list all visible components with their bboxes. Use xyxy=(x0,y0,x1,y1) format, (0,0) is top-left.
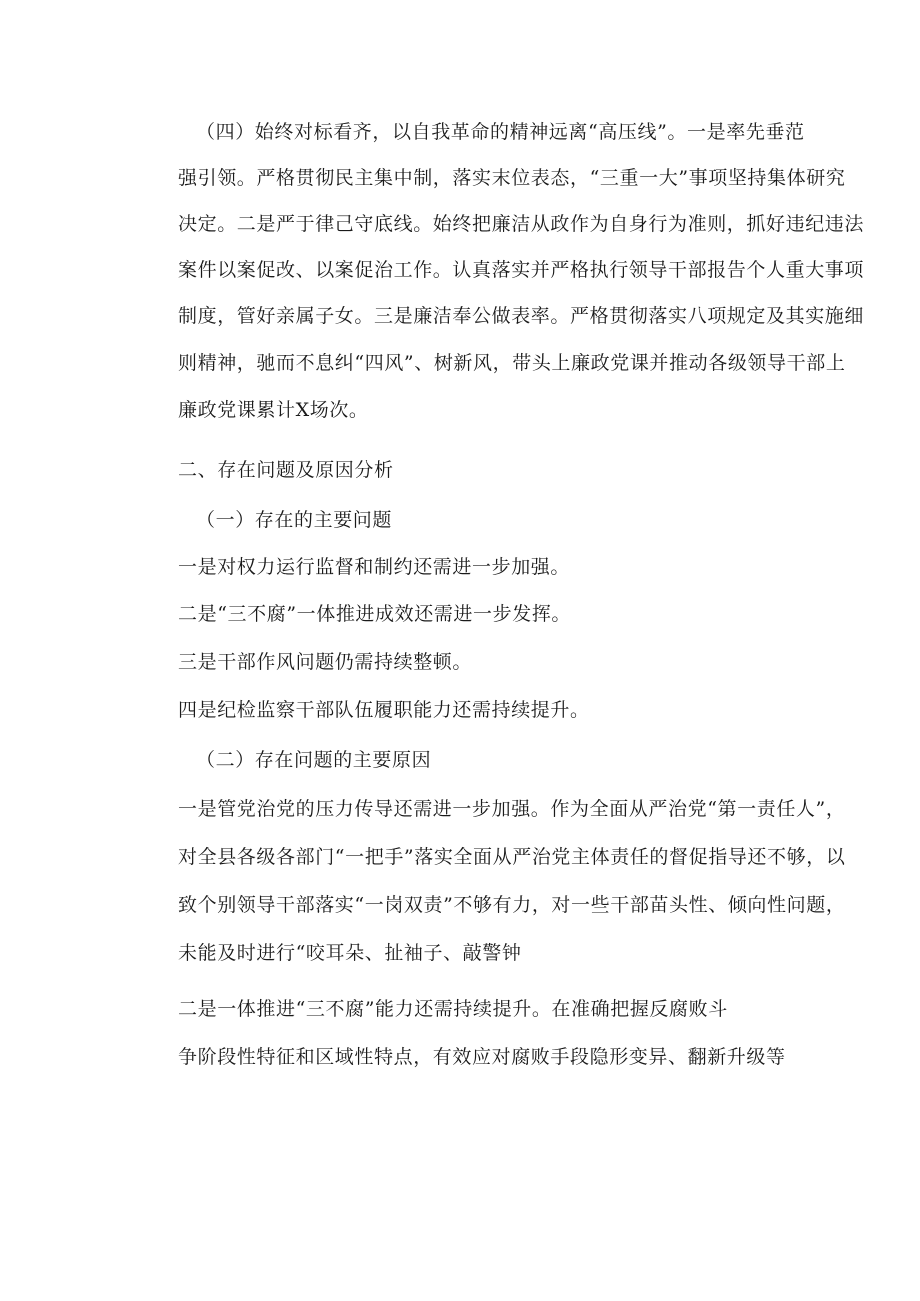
reason-one-line-3: 致个别领导干部落实“一岗双责”不够有力，对一些干部苗头性、倾向性问题， xyxy=(178,894,846,916)
reason-one-line-1: 一是管党治党的压力传导还需进一步加强。作为全面从严治党“第一责任人”， xyxy=(178,798,846,820)
section-four-line-2: 强引领。严格贯彻民主集中制，落实末位表态，“三重一大”事项坚持集体研究 xyxy=(178,167,846,189)
problem-item-1: 一是对权力运行监督和制约还需进一步加强。 xyxy=(178,556,571,578)
reason-two-line-2: 争阶段性特征和区域性特点，有效应对腐败手段隐形变异、翻新升级等 xyxy=(178,1046,786,1068)
section-four-line-3: 决定。二是严于律己守底线。始终把廉洁从政作为自身行为准则，抓好违纪违法 xyxy=(178,213,865,235)
reason-one-line-4: 未能及时进行“咬耳朵、扯袖子、敲警钟 xyxy=(178,942,522,964)
problem-item-4: 四是纪检监察干部队伍履职能力还需持续提升。 xyxy=(178,699,590,721)
section-four-line-1: （四）始终对标看齐，以自我革命的精神远离“高压线”。一是率先垂范 xyxy=(196,121,805,143)
section-four-line-7: 廉政党课累计X场次。 xyxy=(178,399,369,421)
heading-two: 二、存在问题及原因分析 xyxy=(178,459,394,481)
subheading-two: （二）存在问题的主要原因 xyxy=(196,749,432,771)
section-four-line-6: 则精神，驰而不息纠“四风”、树新风，带头上廉政党课并推动各级领导干部上 xyxy=(178,352,846,374)
section-four-line-4: 案件以案促改、以案促治工作。认真落实并严格执行领导干部报告个人重大事项 xyxy=(178,259,865,281)
problem-item-2: 二是“三不腐”一体推进成效还需进一步发挥。 xyxy=(178,603,572,625)
section-four-line-5: 制度，管好亲属子女。三是廉洁奉公做表率。严格贯彻落实八项规定及其实施细 xyxy=(178,305,865,327)
reason-two-line-1: 二是一体推进“三不腐”能力还需持续提升。在准确把握反腐败斗 xyxy=(178,998,728,1020)
problem-item-3: 三是干部作风问题仍需持续整顿。 xyxy=(178,651,473,673)
subheading-one: （一）存在的主要问题 xyxy=(196,509,393,531)
reason-one-line-2: 对全县各级各部门“一把手”落实全面从严治党主体责任的督促指导还不够，以 xyxy=(178,846,846,868)
